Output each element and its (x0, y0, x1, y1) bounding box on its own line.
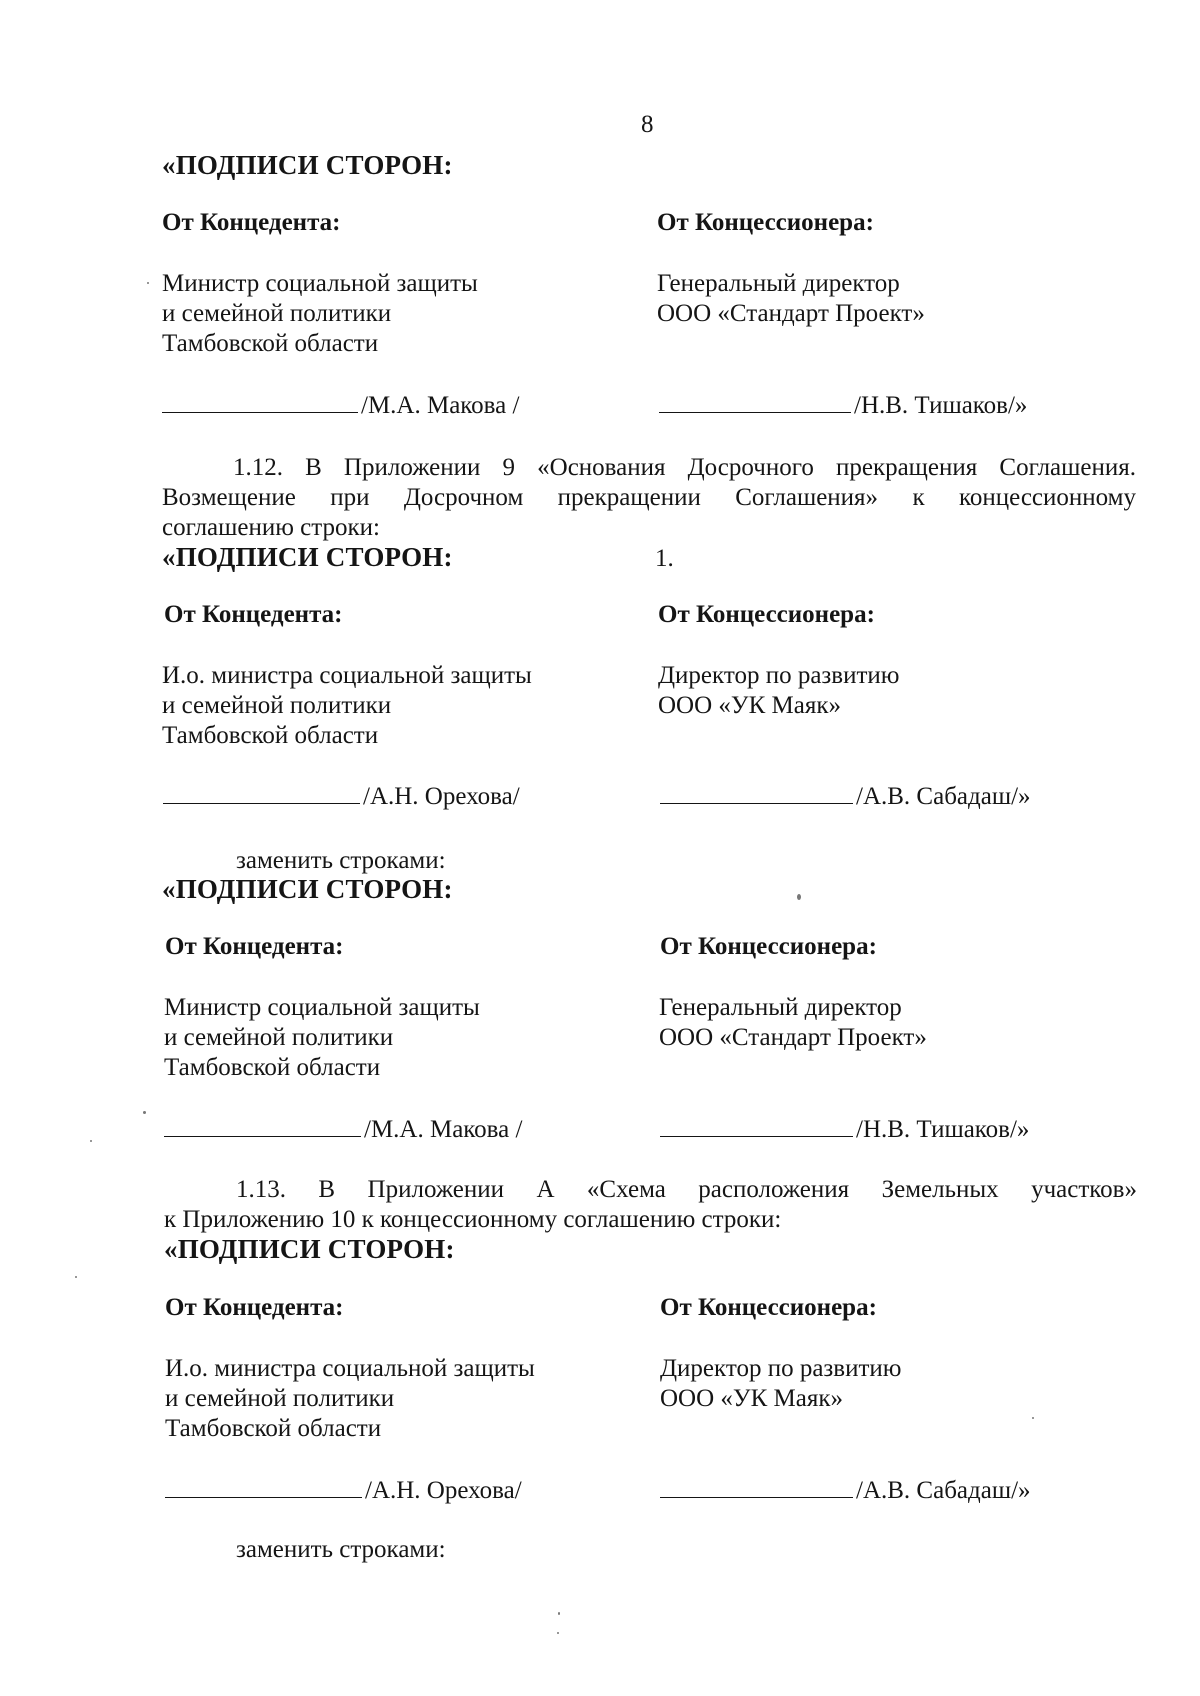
concessionaire-signatory-name: /Н.В. Тишаков/» (854, 392, 1028, 419)
signatures-heading: «ПОДПИСИ СТОРОН: (162, 150, 453, 180)
concessionaire-position-line: Директор по развитию (660, 1355, 902, 1382)
replace-instruction: заменить строками: (236, 1536, 446, 1563)
grantor-position-line: и семейной политики (164, 1024, 394, 1051)
concessionaire-position-line: ООО «УК Маяк» (658, 692, 842, 719)
scan-speck (75, 1276, 77, 1278)
grantor-position-line: Министр социальной защиты (162, 270, 478, 297)
concessionaire-position-line: ООО «Стандарт Проект» (659, 1024, 927, 1051)
grantor-signature-line (162, 390, 519, 421)
concessionaire-title: От Концессионера: (660, 933, 877, 960)
grantor-title: От Концедента: (162, 209, 341, 236)
signatures-heading: «ПОДПИСИ СТОРОН: (162, 874, 453, 904)
signature-underline (659, 390, 851, 413)
paragraph-line: Возмещение при Досрочном прекращении Соглашения» к концессионному (162, 484, 1136, 511)
scan-speck (143, 1111, 146, 1114)
grantor-signature-line (164, 1114, 522, 1145)
concessionaire-title: От Концессионера: (657, 209, 874, 236)
paragraph-line: к Приложению 10 к концессионному соглашению строки: (164, 1206, 782, 1233)
concessionaire-position-line: Генеральный директор (657, 270, 900, 297)
concessionaire-title: От Концессионера: (658, 601, 875, 628)
signature-underline (660, 1114, 853, 1137)
scan-speck (90, 1140, 92, 1142)
grantor-position-line: и семейной политики (162, 300, 392, 327)
scan-speck (1032, 1417, 1034, 1419)
grantor-title: От Концедента: (165, 933, 344, 960)
concessionaire-signature-line (660, 1475, 1031, 1506)
concessionaire-signatory-name: /А.В. Сабадаш/» (856, 1477, 1031, 1504)
grantor-position-line: Тамбовской области (165, 1415, 382, 1442)
concessionaire-position-line: Генеральный директор (659, 994, 902, 1021)
concessionaire-position-line: ООО «Стандарт Проект» (657, 300, 925, 327)
replace-instruction: заменить строками: (236, 847, 446, 874)
page-number: 8 (641, 111, 654, 138)
grantor-signatory-name: /А.Н. Орехова/ (365, 1477, 522, 1504)
concessionaire-signatory-name: /А.В. Сабадаш/» (856, 783, 1031, 810)
concessionaire-position-line: Директор по развитию (658, 662, 900, 689)
signature-underline (165, 1475, 362, 1498)
signatures-heading: «ПОДПИСИ СТОРОН: (164, 1234, 455, 1264)
scan-speck (557, 1632, 559, 1634)
grantor-position-line: Тамбовской области (162, 330, 379, 357)
paragraph-line: соглашению строки: (162, 514, 380, 541)
concessionaire-signature-line (660, 1114, 1029, 1145)
signature-underline (660, 781, 853, 804)
scan-speck (147, 282, 149, 284)
concessionaire-position-line: ООО «УК Маяк» (660, 1385, 844, 1412)
concessionaire-signatory-name: /Н.В. Тишаков/» (856, 1116, 1030, 1143)
grantor-position-line: и семейной политики (165, 1385, 395, 1412)
grantor-position-line: Тамбовской области (164, 1054, 381, 1081)
concessionaire-signature-line (660, 781, 1031, 812)
grantor-title: От Концедента: (164, 601, 343, 628)
grantor-signatory-name: /А.Н. Орехова/ (363, 783, 520, 810)
grantor-position-line: и семейной политики (162, 692, 392, 719)
paragraph-line: 1.13. В Приложении А «Схема расположения Земельных участков» (236, 1176, 1137, 1203)
grantor-title: От Концедента: (165, 1294, 344, 1321)
signature-underline (660, 1475, 853, 1498)
concessionaire-signature-line (659, 390, 1027, 421)
signature-underline (163, 781, 360, 804)
grantor-position-line: И.о. министра социальной защиты (162, 662, 532, 689)
signature-underline (162, 390, 358, 413)
grantor-position-line: И.о. министра социальной защиты (165, 1355, 535, 1382)
grantor-signatory-name: /М.А. Макова / (364, 1116, 523, 1143)
grantor-position-line: Тамбовской области (162, 722, 379, 749)
grantor-signature-line (163, 781, 520, 812)
grantor-signatory-name: /М.А. Макова / (361, 392, 520, 419)
signature-underline (164, 1114, 361, 1137)
heading-note: 1. (655, 545, 674, 572)
grantor-signature-line (165, 1475, 522, 1506)
grantor-position-line: Министр социальной защиты (164, 994, 480, 1021)
concessionaire-title: От Концессионера: (660, 1294, 877, 1321)
signatures-heading: «ПОДПИСИ СТОРОН: (162, 542, 453, 572)
paragraph-line: 1.12. В Приложении 9 «Основания Досрочного прекращения Соглашения. (233, 454, 1136, 481)
scan-speck (558, 1612, 560, 1615)
scan-speck (797, 894, 801, 900)
